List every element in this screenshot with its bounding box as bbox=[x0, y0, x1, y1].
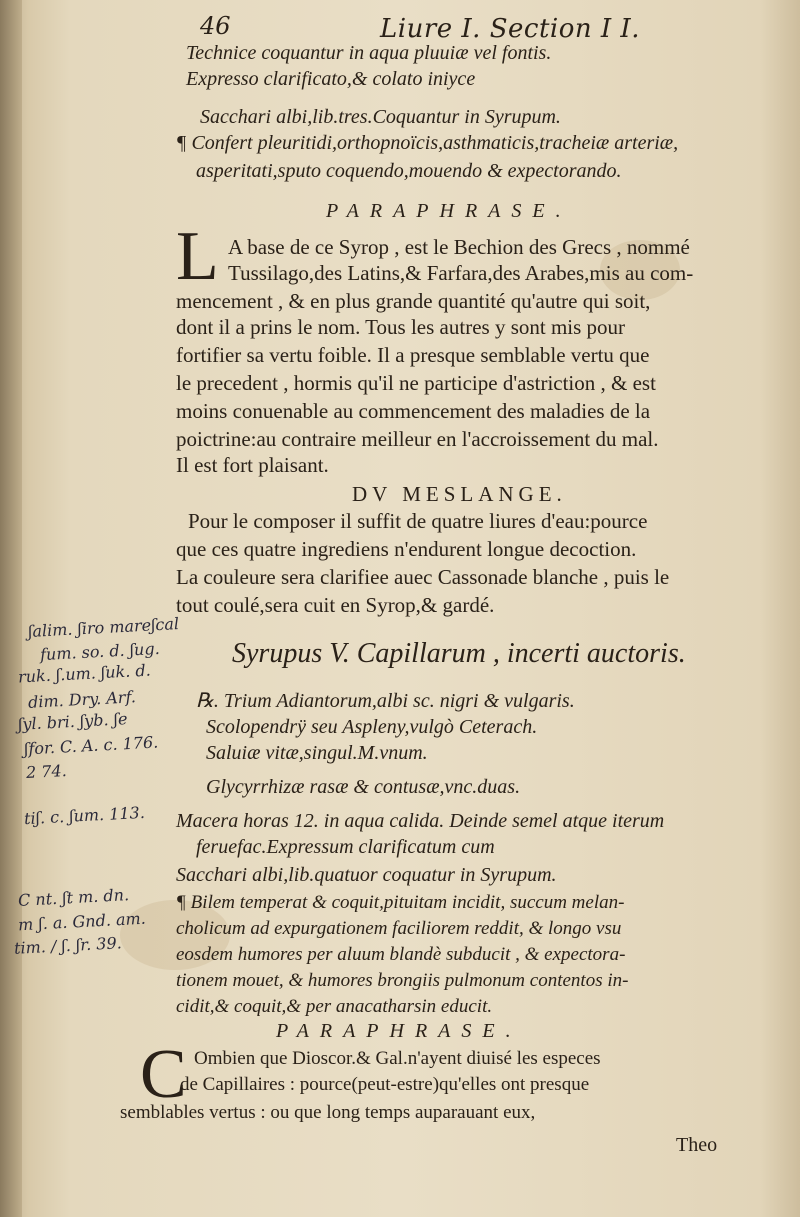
text-line: Glycyrrhizæ rasæ & contusæ,vnc.duas. bbox=[206, 776, 521, 798]
text-line: eosdem humores per aluum blandè subducit , & expectora- bbox=[176, 944, 626, 965]
text-line: La couleure sera clarifiee auec Cassonade blanche , puis le bbox=[176, 565, 670, 589]
text-line: que ces quatre ingrediens n'endurent longue decoction. bbox=[176, 537, 637, 561]
text-line: fortifier sa vertu foible. Il a presque semblable vertu que bbox=[176, 343, 650, 367]
text-line: Scolopendrÿ seu Aspleny,vulgò Ceterach. bbox=[206, 716, 538, 738]
page-number: 46 bbox=[200, 12, 231, 40]
text-line: de Capillaires : pource(peut-estre)qu'elles ont presque bbox=[180, 1074, 590, 1095]
margin-note: fum. so. d. ʃug. bbox=[39, 638, 161, 665]
margin-note: dim. Dry. Arf. bbox=[27, 687, 137, 712]
margin-note: C nt. ʃt m. dn. bbox=[17, 885, 130, 910]
text-line: Saluiæ vitæ,singul.M.vnum. bbox=[206, 742, 428, 764]
drop-cap: L bbox=[176, 218, 219, 295]
text-line: A base de ce Syrop , est le Bechion des Grecs , nommé bbox=[228, 235, 690, 259]
margin-note: ʃalim. ʃiro mareʃcal bbox=[27, 614, 180, 641]
text-line: cholicum ad expurgationem faciliorem reddit, & longo vsu bbox=[176, 918, 622, 939]
text-line: Ombien que Dioscor.& Gal.n'ayent diuisé les especes bbox=[194, 1048, 601, 1069]
text-line: moins conuenable au commencement des maladies de la bbox=[176, 399, 651, 423]
margin-note: ruk. ʃ.um. ʃuk. d. bbox=[17, 660, 152, 687]
margin-note: ʃfor. C. A. c. 176. bbox=[23, 732, 159, 759]
text-line: Expresso clarificato,& colato iniyce bbox=[186, 68, 476, 90]
text-line: Il est fort plaisant. bbox=[176, 453, 329, 477]
recipe-title: Syrupus V. Capillarum , incerti auctoris. bbox=[232, 638, 686, 669]
text-line: tout coulé,sera cuit en Syrop,& gardé. bbox=[176, 593, 495, 617]
text-line: feruefac.Expressum clarificatum cum bbox=[196, 836, 495, 858]
drop-cap: C bbox=[140, 1036, 187, 1113]
text-line: Macera horas 12. in aqua calida. Deinde semel atque iterum bbox=[176, 810, 665, 832]
margin-note: 2 74. bbox=[25, 760, 68, 783]
text-line: Sacchari albi,lib.quatuor coquatur in Syrupum. bbox=[176, 864, 557, 886]
text-line: Technice coquantur in aqua pluuiæ vel fontis. bbox=[186, 42, 552, 64]
text-line: ℞. Trium Adiantorum,albi sc. nigri & vulgaris. bbox=[196, 690, 575, 712]
text-line: ¶ Bilem temperat & coquit,pituitam incidit, succum melan- bbox=[176, 892, 625, 913]
text-line: asperitati,sputo coquendo,mouendo & expectorando. bbox=[196, 160, 622, 182]
margin-note: tiʃ. c. ʃum. 113. bbox=[23, 802, 146, 829]
text-line: mencement , & en plus grande quantité qu'autre qui soit, bbox=[176, 289, 651, 313]
catchword: Theo bbox=[676, 1134, 718, 1156]
running-title: Liure I. Section I I. bbox=[380, 14, 640, 44]
text-line: Tussilago,des Latins,& Farfara,des Arabes,mis au com- bbox=[228, 261, 694, 285]
text-line: ¶ Confert pleuritidi,orthopnoïcis,asthmaticis,tracheiæ arteriæ, bbox=[176, 132, 679, 154]
text-line: semblables vertus : ou que long temps auparauant eux, bbox=[120, 1102, 536, 1123]
text-line: tionem mouet, & humores brongiis pulmonum contentos in- bbox=[176, 970, 629, 991]
section-heading: PARAPHRASE. bbox=[276, 1020, 522, 1042]
section-heading: DV MESLANGE. bbox=[352, 482, 567, 506]
text-line: le precedent , hormis qu'il ne participe d'astriction , & est bbox=[176, 371, 656, 395]
margin-note: tim. / ʃ. ʃr. 39. bbox=[13, 933, 123, 958]
section-heading: PARAPHRASE. bbox=[326, 200, 572, 222]
text-line: dont il a prins le nom. Tous les autres y sont mis pour bbox=[176, 315, 626, 339]
text-line: cidit,& coquit,& per anacatharsin educit. bbox=[176, 996, 493, 1017]
margin-note: ʃyl. bri. ʃyb. ʃe bbox=[17, 709, 128, 734]
text-line: poictrine:au contraire meilleur en l'accroissement du mal. bbox=[176, 427, 659, 451]
binding-gutter bbox=[0, 0, 22, 1217]
text-line: Sacchari albi,lib.tres.Coquantur in Syrupum. bbox=[200, 106, 561, 128]
margin-note: m ʃ. a. Gnd. am. bbox=[17, 908, 147, 935]
text-line: Pour le composer il suffit de quatre liures d'eau:pource bbox=[188, 509, 648, 533]
